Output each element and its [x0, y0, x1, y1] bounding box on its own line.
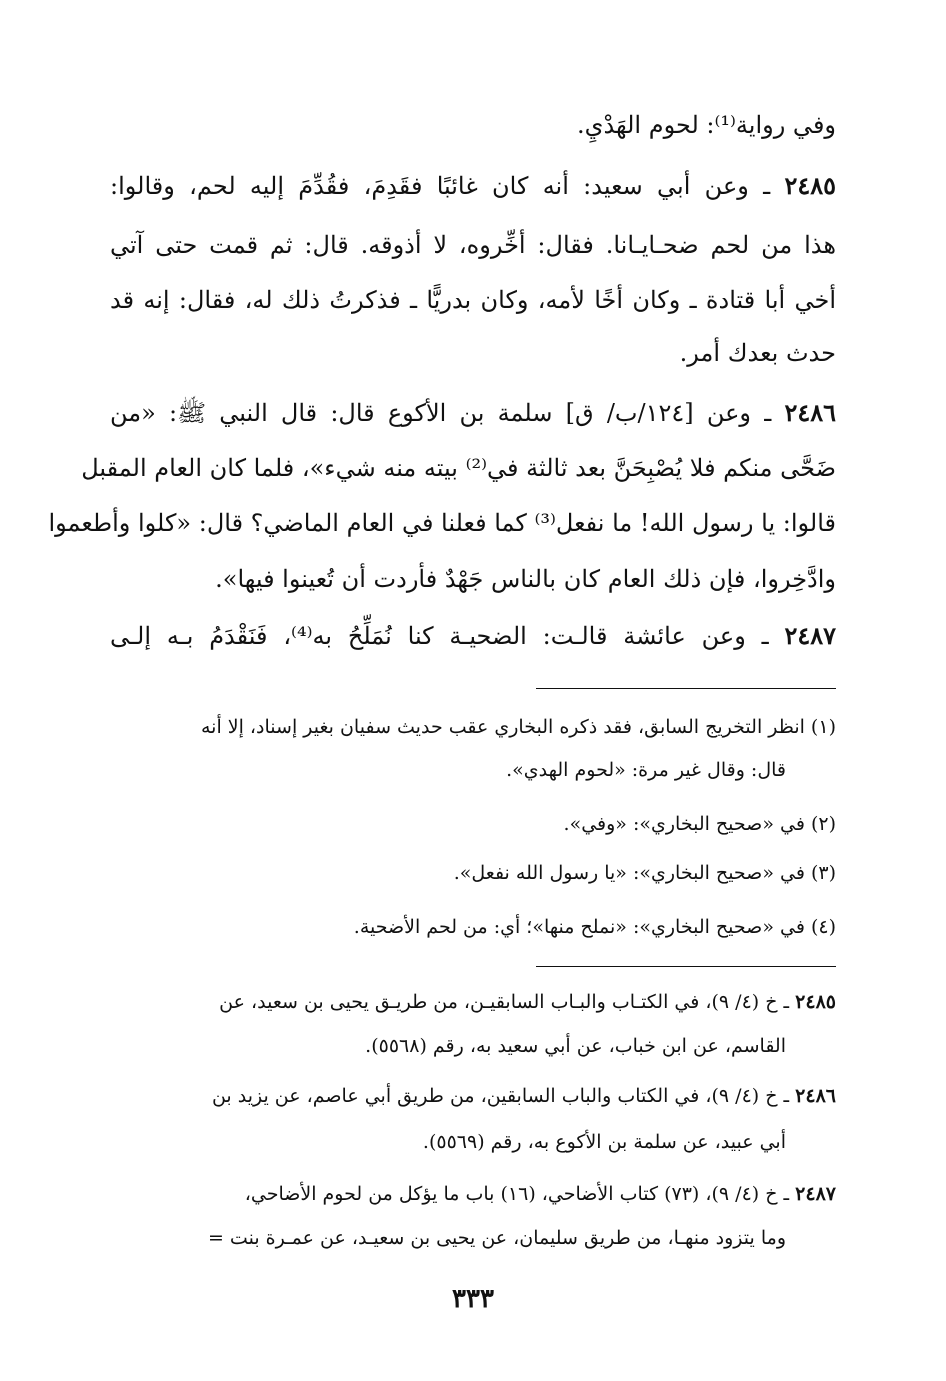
text-line: حدث بعدك أمر. [679, 339, 836, 367]
hadith-2485-line: ٢٤٨٥ ـ وعن أبي سعيد: أنه كان غائبًا فقَدِمَ، فقُدِّمَ إليه لحم، وقالوا: [110, 171, 836, 200]
footnote-4: (٤) في «صحيح البخاري»: «نملح منها»؛ أي: من لحم الأضحية. [353, 916, 836, 938]
takhrij-separator [536, 966, 836, 967]
footnote-3: (٣) في «صحيح البخاري»: «يا رسول الله نفعل». [453, 862, 836, 884]
footnote-2: (٢) في «صحيح البخاري»: «وفي». [563, 813, 836, 835]
hadith-number: ٢٤٨٥ [784, 171, 836, 200]
page-number: ٣٣٣ [452, 1284, 494, 1314]
takhrij-2487: ٢٤٨٧ ـ خ (٤/ ٩)، (٧٣) كتاب الأضاحي، (١٦) باب ما يؤكل من لحوم الأضاحي، [244, 1183, 836, 1205]
hadith-number: ٢٤٨٧ [784, 621, 837, 650]
takhrij-2486: ٢٤٨٦ ـ خ (٤/ ٩)، في الكتاب والباب السابقين، من طريق أبي عاصم، عن يزيد بن [211, 1085, 836, 1107]
hadith-number: ٢٤٨٦ [784, 398, 836, 427]
text-line: وادَّخِروا، فإن ذلك العام كان بالناس جَهْدٌ فأردت أن تُعينوا فيها». [215, 565, 836, 593]
text-line: ضَحَّى منكم فلا يُصْبِحَنَّ بعد ثالثة في⁽²⁾ بيته منه شيء»، فلما كان العام المقبل [81, 454, 836, 482]
text-line: وفي رواية⁽¹⁾: لحوم الهَدْيِ. [577, 111, 836, 139]
takhrij-2487-continuation: وما يتزود منهـا، من طريق سليمان، عن يحيى بن سعيـد، عن عمـرة بنت = [207, 1227, 786, 1249]
hadith-2486-line: ٢٤٨٦ ـ وعن [١٢٤/ب/ ق] سلمة بن الأكوع قال: قال النبي ﷺ: «من [110, 398, 836, 427]
text-line: هذا من لحم ضحـايـانا. فقال: أخِّروه، لا أذوقه. قال: ثم قمت حتى آتي [110, 231, 836, 259]
takhrij-2485: ٢٤٨٥ ـ خ (٤/ ٩)، في الكتـاب والبـاب السابقيـن، من طريـق يحيى بن سعيد، عن [219, 991, 836, 1013]
text-line: قالوا: يا رسول الله! ما نفعل⁽³⁾ كما فعلنا في العام الماضي؟ قال: «كلوا وأطعموا [48, 509, 836, 537]
text-line: أخي أبا قتادة ـ وكان أخًا لأمه، وكان بدريًّا ـ فذكرتُ ذلك له، فقال: إنه قد [110, 286, 836, 314]
hadith-2487-line: ٢٤٨٧ ـ وعن عائشة قالـت: الضحيـة كنا نُمَلِّحُ به⁽⁴⁾، فَنَقْدَمُ بـه إلـى [110, 621, 837, 650]
footnote-1-continuation: قال: وقال غير مرة: «لحوم الهدي». [506, 759, 786, 781]
takhrij-2485-continuation: القاسم، عن ابن خباب، عن أبي سعيد به، رقم (٥٥٦٨). [365, 1035, 786, 1057]
takhrij-2486-continuation: أبي عبيد، عن سلمة بن الأكوع به، رقم (٥٥٦٩). [422, 1131, 786, 1153]
footnote-separator [536, 688, 836, 689]
footnote-1: (١) انظر التخريج السابق، فقد ذكره البخاري عقب حديث سفيان بغير إسناد، إلا أنه [200, 716, 836, 738]
